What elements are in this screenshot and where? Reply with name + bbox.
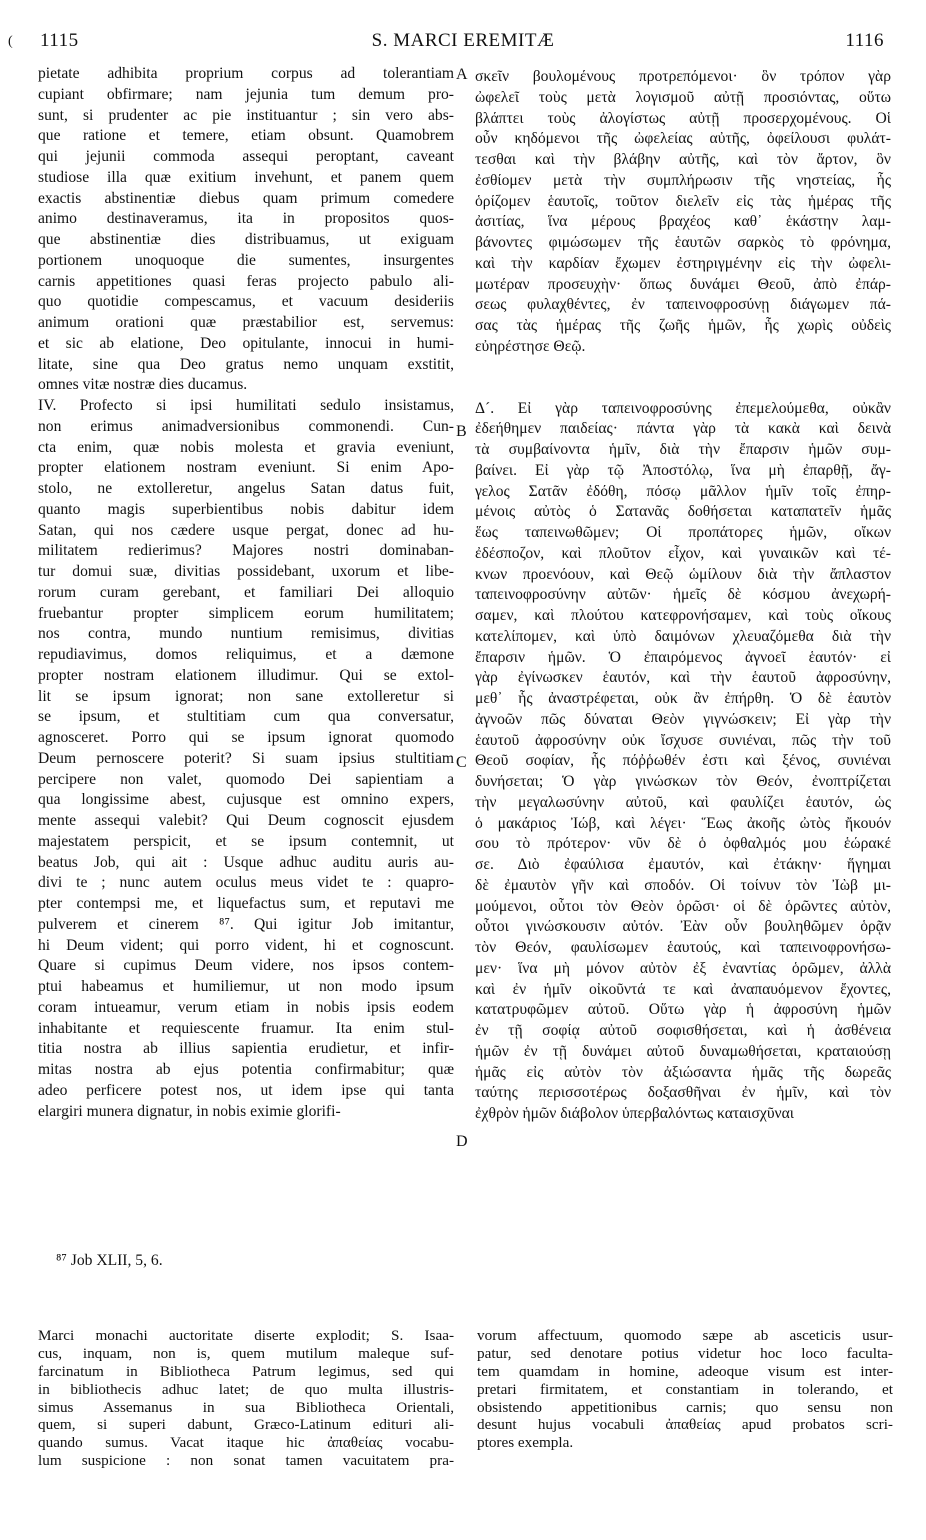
latin-line: se ipsum, et stultitiam cum qua conversatur, xyxy=(38,708,454,726)
note-line: in bibliothecis adhuc latet; de quo multa illustris- xyxy=(38,1380,454,1398)
greek-line: κατατρυφῶμεν αὐτοῦ. Οὕτω γὰρ ἡ ἀφροσύνη ἡμῶν xyxy=(475,1001,891,1019)
latin-line: non erimus animadversionibus commonendi. Cun- xyxy=(38,417,454,435)
latin-line: cupiant obfirmare; nam jejunia tum demum pro- xyxy=(38,85,454,103)
note-line: farcinatum in Bibliotheca Patrum legimus, sed qui xyxy=(38,1362,454,1380)
section-marker-d: D xyxy=(456,1133,468,1150)
greek-line: μένοις αὐτὸς ὁ Σατανᾶς δοθήσεται καταπατεῖν ἡμᾶς xyxy=(475,503,891,521)
latin-line: exactis abstinentiæ diebus quam primum comedere xyxy=(38,189,454,207)
note-line: lum suspicione : non sonat tamen vacuitatem pra- xyxy=(38,1452,454,1470)
note-line: pretari firmitatem, et constantiam in tolerando, et xyxy=(477,1380,893,1398)
footnote: ⁸⁷ Job XLII, 5, 6. xyxy=(56,1252,163,1269)
greek-line: μεν· ἵνα μὴ μόνον αὐτὸν ἐξ ἐναντίας ὁρῶμεν, ἀλλὰ xyxy=(475,959,891,977)
latin-line: propter nostram elationem illudimur. Qui se extol- xyxy=(38,666,454,684)
latin-line: que ratione et temere, etiam obsunt. Quamobrem xyxy=(38,127,454,145)
greek-line: δὲ ἐμαυτὸν γῆν καὶ σποδόν. Οἱ τοίνυν τὸν Ἰὼβ μι- xyxy=(475,876,891,894)
latin-line: portionem unoquoque die sumentes, insurgentes xyxy=(38,251,454,269)
greek-line: βάνοντες φιμώσωμεν τῆς ἑαυτῶν σαρκὸς τὸ φρόνημα, xyxy=(475,234,891,251)
latin-line: pter contempsi me, et liquefactus sum, et reputavi me xyxy=(38,895,454,912)
note-line: patur, sed denotare potius videtur hoc loco facultа- xyxy=(477,1344,893,1362)
latin-line: hi Deum vident; qui porro vident, hi et cognoscunt. xyxy=(38,936,454,954)
latin-line: et sic ab elatione, Deo opitulante, innocui in humi- xyxy=(38,334,454,352)
latin-line: adeo perficere potest nos, ut idem ipse qui tanta xyxy=(38,1081,454,1099)
greek-line: οὖν κηδόμενοι τῆς ὠφελείας αὐτῆς, ὀφείλουσι φυλάτ- xyxy=(475,130,891,148)
note-line: quem, si superi dabunt, Græco-Latinum edituri ali- xyxy=(38,1416,454,1434)
greek-line: ταπεινοφροσύνην αὐτῶν· ἡμεῖς δὲ κόσμου ἀνεχωρή- xyxy=(475,586,891,604)
greek-line: ὁ μακάριος Ἰώβ, καὶ λέγει· Ἕως ἀκοῆς ὠτὸς ἤκουόν xyxy=(475,814,891,832)
latin-line: stolo, ne extolleretur, angelus Satan datus fuit, xyxy=(38,480,454,497)
latin-line: lit se ipsum ignorat; non sane extolleretur si xyxy=(38,687,454,705)
greek-line: ὁρίζομεν ἑαυτοῖς, τοῦτον διελεῖν εἰς τὰς ἡμέρας τῆς xyxy=(475,192,891,210)
note-line: tem quamdam in homine, adeoque visum est inter- xyxy=(477,1362,893,1380)
greek-line: σεως φυλαχθέντες, ἐν ταπεινοφροσύνῃ διάγωμεν πά- xyxy=(475,296,891,314)
latin-line: Deum pernoscere poterit? Si suam ipsius stultitiam xyxy=(38,749,454,767)
greek-line: ὠφελεῖ τοὺς μετὰ λογισμοῦ αὐτῇ προσιόντας, οὕτω xyxy=(475,88,891,106)
greek-line: ἐδέσποζον, καὶ πλοῦτον εἶχον, καὶ γυναικῶν καὶ τέ- xyxy=(475,544,891,562)
greek-line: κνων προενόουν, καὶ Θεῷ ὡμίλουν διὰ τὴν ἄπλαστον xyxy=(475,565,891,583)
latin-line: nos contra, mundo nuntium remisimus, divitias xyxy=(38,625,454,643)
greek-line: ἐδεήθημεν παιδείας· πάντα γὰρ τὰ κακὰ καὶ δεινὰ xyxy=(475,420,891,438)
latin-line: militatem redierimus? Majores nostri dominaban- xyxy=(38,542,454,560)
latin-line: percipere non valet, quomodo Dei sapientiam a xyxy=(38,770,454,788)
note-right-column xyxy=(477,1327,893,1452)
running-title: S. MARCI EREMITÆ xyxy=(371,30,555,51)
greek-line: ἡμῶν ἐν τῇ δυνάμει αὐτοῦ δυναμωθήσεται, κραταιούσῃ xyxy=(475,1042,891,1060)
latin-line: litate, sine qua Deo gratus nemo unquam exstitit, xyxy=(38,355,454,373)
greek-line: καὶ ἐν ἡμῖν οἰκοῦντά τε καὶ ἀναπαυόμενον ἔχοντες, xyxy=(475,980,891,998)
latin-line: ptui habeamus et humiliemur, ut non modo ipsum xyxy=(38,978,454,995)
latin-line: que abstinentiæ dies distribuamus, ut exiguam xyxy=(38,231,454,248)
latin-line: mente assequi valebit? Qui Deum cognoscit ejusdem xyxy=(38,812,454,829)
latin-line: sunt, si prudenter ac pie instituantur ; sin vero abs- xyxy=(38,106,454,124)
note-line: vorum affectuum, quomodo sæpe ab asceticis usur- xyxy=(477,1327,893,1344)
greek-line: σκεῖν βουλομένους προτρεπόμενοι· ὃν τρόπον γὰρ xyxy=(475,68,891,85)
page-header xyxy=(0,30,926,56)
note-line: obsistendo appetitionibus carnis; quo sensu non xyxy=(477,1398,893,1416)
greek-line: γὰρ ἐγίνωσκεν ἑαυτόν, καὶ τὴν ἑαυτοῦ ἀφροσύνην, xyxy=(475,669,891,687)
note-line: Marci monachi auctoritate diserte explodit; S. Isaa- xyxy=(38,1327,454,1344)
latin-line: IV. Profecto si ipsi humilitati sedulo insistamus, xyxy=(38,397,454,414)
greek-line: Θεοῦ σοφίαν, ἧς πόῤῥωθέν ἐστι καὶ ξένος, συνιέναι xyxy=(475,752,891,770)
latin-line: agnosceret. Porro qui se ipsum ignorat quomodo xyxy=(38,729,454,746)
latin-line: studiose illa quæ exitium invehunt, et panem quem xyxy=(38,168,454,186)
right-page-number: 1116 xyxy=(845,30,884,51)
greek-line: τὸν Θεόν, φαυλίσωμεν ἑαυτούς, καὶ ταπεινοφρονήσω- xyxy=(475,939,891,956)
greek-line: σας τὰς ἡμέρας τῆς ζωῆς ἡμῶν, ἧς χωρὶς οὐδεὶς xyxy=(475,317,891,334)
latin-line: beatus Job, qui ait : Usque adhuc auditu auris au- xyxy=(38,853,454,871)
latin-line: animo destinaveramus, ita in propositos quos- xyxy=(38,210,454,228)
greek-line: εὐηρέστησε Θεῷ. xyxy=(475,337,586,355)
greek-line: τὴν μεγαλωσύνην αὐτοῦ, καὶ φαυλίζει ἑαυτόν, ὡς xyxy=(475,793,891,811)
latin-line: pulverem et cinerem ⁸⁷. Qui igitur Job imitantur, xyxy=(38,915,454,933)
greek-line: κατελίπομεν, καὶ ὑπὸ δαιμόνων χλευαζόμεθα διὰ τὴν xyxy=(475,627,891,645)
greek-column xyxy=(475,67,891,1125)
greek-line: τεσθαι καὶ τὴν βλάβην αὐτῆς, καὶ τὸν ἄρτον, ὃν xyxy=(475,151,891,168)
latin-line: quo quotidie compescamus, et vacuum desideriis xyxy=(38,293,454,311)
latin-line: carnis appetitiones quasi feras projecto pabulo ali- xyxy=(38,272,454,290)
note-line: cus, inquam, non is, quem mutilum maleque suf- xyxy=(38,1344,454,1362)
greek-line: ταύτης περισσοτέρως δοξασθῆναι ἐν ἡμῖν, καὶ τὸν xyxy=(475,1084,891,1102)
latin-column xyxy=(38,64,454,1122)
latin-line: elargiri munera dignatur, in nobis eximie glorifi- xyxy=(38,1102,341,1120)
greek-line: ἐσθίομεν μετὰ τὴν συμπλήρωσιν τῆς νηστείας, ἧς xyxy=(475,171,891,189)
greek-line: καὶ τὴν καρδίαν ἔχωμεν ἐστηριγμένην εἰς τὴν ὠφελι- xyxy=(475,254,891,272)
note-line: simus Assemanus in sua Bibliotheca Orientali, xyxy=(38,1398,454,1416)
latin-line: fruebantur propter simplicem eorum humilitatem; xyxy=(38,604,454,622)
latin-line: mitas nostra ab ejus potentia confirmabitur; quæ xyxy=(38,1061,454,1078)
latin-line: majestatem perspicit, et se ipsum contemnit, ut xyxy=(38,832,454,850)
greek-line: ἐχθρὸν ἡμῶν διάβολον ὑπερβαλόντως καταισχῦναι xyxy=(475,1105,794,1122)
note-left-column xyxy=(38,1327,454,1470)
latin-line: divi te ; nunc autem oculus meus videt te : quapro- xyxy=(38,874,454,892)
latin-line: propter elationem nostram eveniunt. Si enim Apo- xyxy=(38,459,454,477)
latin-line: pietate adhibita proprium corpus ad tolerantiam xyxy=(38,65,454,82)
latin-line: titia nostra ab illius sapientia erudietur, et infir- xyxy=(38,1040,454,1058)
note-line: desunt hujus vocabuli ἀπαθείας apud probatos scri- xyxy=(477,1416,893,1434)
latin-line: quanto magis superbientibus nobis dabitur idem xyxy=(38,500,454,518)
section-marker-a: A xyxy=(456,66,468,83)
edge-mark: ( xyxy=(8,34,14,49)
note-line: quando sumus. Vacat itaque hic ἀπαθείας vocabu- xyxy=(38,1434,454,1452)
greek-line: ἑαυτοῦ ἀφροσύνην οὐκ ἴσχυσε συνιέναι, πῶς τὴν τοῦ xyxy=(475,731,891,749)
note-line: ptores exempla. xyxy=(477,1434,574,1452)
latin-line: Quare si cupimus Deum videre, nos ipsos contem- xyxy=(38,957,454,975)
greek-line: ἕως ταπεινωθῶμεν; Οἱ προπάτορες ἡμῶν, οἴκων xyxy=(475,524,891,541)
latin-line: omnes vitæ nostræ dies ducamus. xyxy=(38,376,248,394)
greek-line: τὰ συμβαίνοντα ἡμῖν, διὰ τὴν ἔπαρσιν ἡμῶν συμ- xyxy=(475,441,891,458)
greek-line: σου τὸ πρότερον· νῦν δὲ ὁ ὀφθαλμός μου ἑώρακέ xyxy=(475,835,891,853)
greek-line: μούμενοι, οὗτοι τὸν Θεὸν ὁρῶσι· οἱ δὲ ὁρῶντες αὐτὸν, xyxy=(475,897,891,915)
greek-line: ἐν τῇ σοφίᾳ αὐτοῦ σοφισθήσεται, καὶ ἡ ἀσθένεια xyxy=(475,1022,891,1039)
latin-line: qui jejunii commoda assequi peroptant, caveant xyxy=(38,148,454,165)
greek-line: βαίνει. Εἰ γὰρ τῷ Ἀποστόλῳ, ἵνα μὴ ἐπαρθῇ, ἄγ- xyxy=(475,461,891,479)
greek-line: Δ´. Εἰ γὰρ ταπεινοφροσύνης ἐπεμελούμεθα, οὐκἂν xyxy=(475,399,891,417)
greek-line: οὗτοι γινώσκουσιν αὐτόν. Ἐὰν οὖν βουληθῶμεν ὁρᾷν xyxy=(475,918,891,936)
greek-line: ἔπαρσιν ἡμῶν. Ὁ ἐπαιρόμενος ἀγνοεῖ ἑαυτόν· εἰ xyxy=(475,648,891,666)
greek-line: βλάπτει τοὺς ἀλογίστως αὐτῇ προσερχομένους. Οἱ xyxy=(475,109,891,127)
latin-line: repudiavimus, domos reliquimus, et a dæmone xyxy=(38,646,454,663)
latin-line: qua longissime abest, cujusque est omnino expers, xyxy=(38,791,454,809)
greek-line: ἀγνοῶν πῶς δύναται Θεὸν γιγνώσκειν; Εἰ γὰρ τὴν xyxy=(475,710,891,728)
greek-line: μεθ᾿ ἧς ἀναστρέφεται, οὐκ ἂν ἐπήρθη. Ὁ δὲ ἑαυτὸν xyxy=(475,690,891,707)
latin-line: cta enim, quæ nobis molesta et gravia eveniunt, xyxy=(38,438,454,456)
greek-line: μωτέραν προσευχὴν· ὅπως δυνάμει Θεοῦ, ἀπὸ ἐπάρ- xyxy=(475,275,891,293)
greek-line: σε. Διὸ ἐφαύλισα ἐμαυτόν, καὶ ἐτάκην· ἥγημαι xyxy=(475,856,891,873)
left-page-number: 1115 xyxy=(40,30,79,51)
greek-line: γελος Σατᾶν ἐδόθη, πόσῳ μᾶλλον ἡμῖν τοῖς ἐπηρ- xyxy=(475,482,891,500)
latin-line: tur domui suæ, divitias possidebant, uxorum et libe- xyxy=(38,563,454,580)
latin-line: Satan, qui nos cædere usque pergat, donec ad hu- xyxy=(38,521,454,539)
section-marker-b: B xyxy=(456,423,467,440)
latin-line: coram intueamur, verum etiam in nobis ipsis eodem xyxy=(38,998,454,1016)
greek-line: ἡμᾶς εἰς αὐτὸν τὸν ἀξιώσαντα ἡμᾶς τῆς δωρεᾶς xyxy=(475,1063,891,1081)
greek-line: δυνήσεται; Ὁ γὰρ γινώσκων τὸν Θεόν, ἐνοπτρίζεται xyxy=(475,773,891,790)
greek-line: ἀσιτίας, ἵνα μέρους βραχέος καθ᾿ ἑκάστην λαμ- xyxy=(475,213,891,231)
latin-line: rorum curam gerebant, et familiari Dei alloquio xyxy=(38,583,454,601)
section-marker-c: C xyxy=(456,754,467,771)
latin-line: animum orationi quæ præstabilior est, servemus: xyxy=(38,314,454,331)
latin-line: inhabitante et requiescente fruamur. Ita enim stul- xyxy=(38,1019,454,1037)
greek-line: σαμεν, καὶ πλούτου κατεφρονήσαμεν, καὶ τοὺς οἴκους xyxy=(475,607,891,624)
